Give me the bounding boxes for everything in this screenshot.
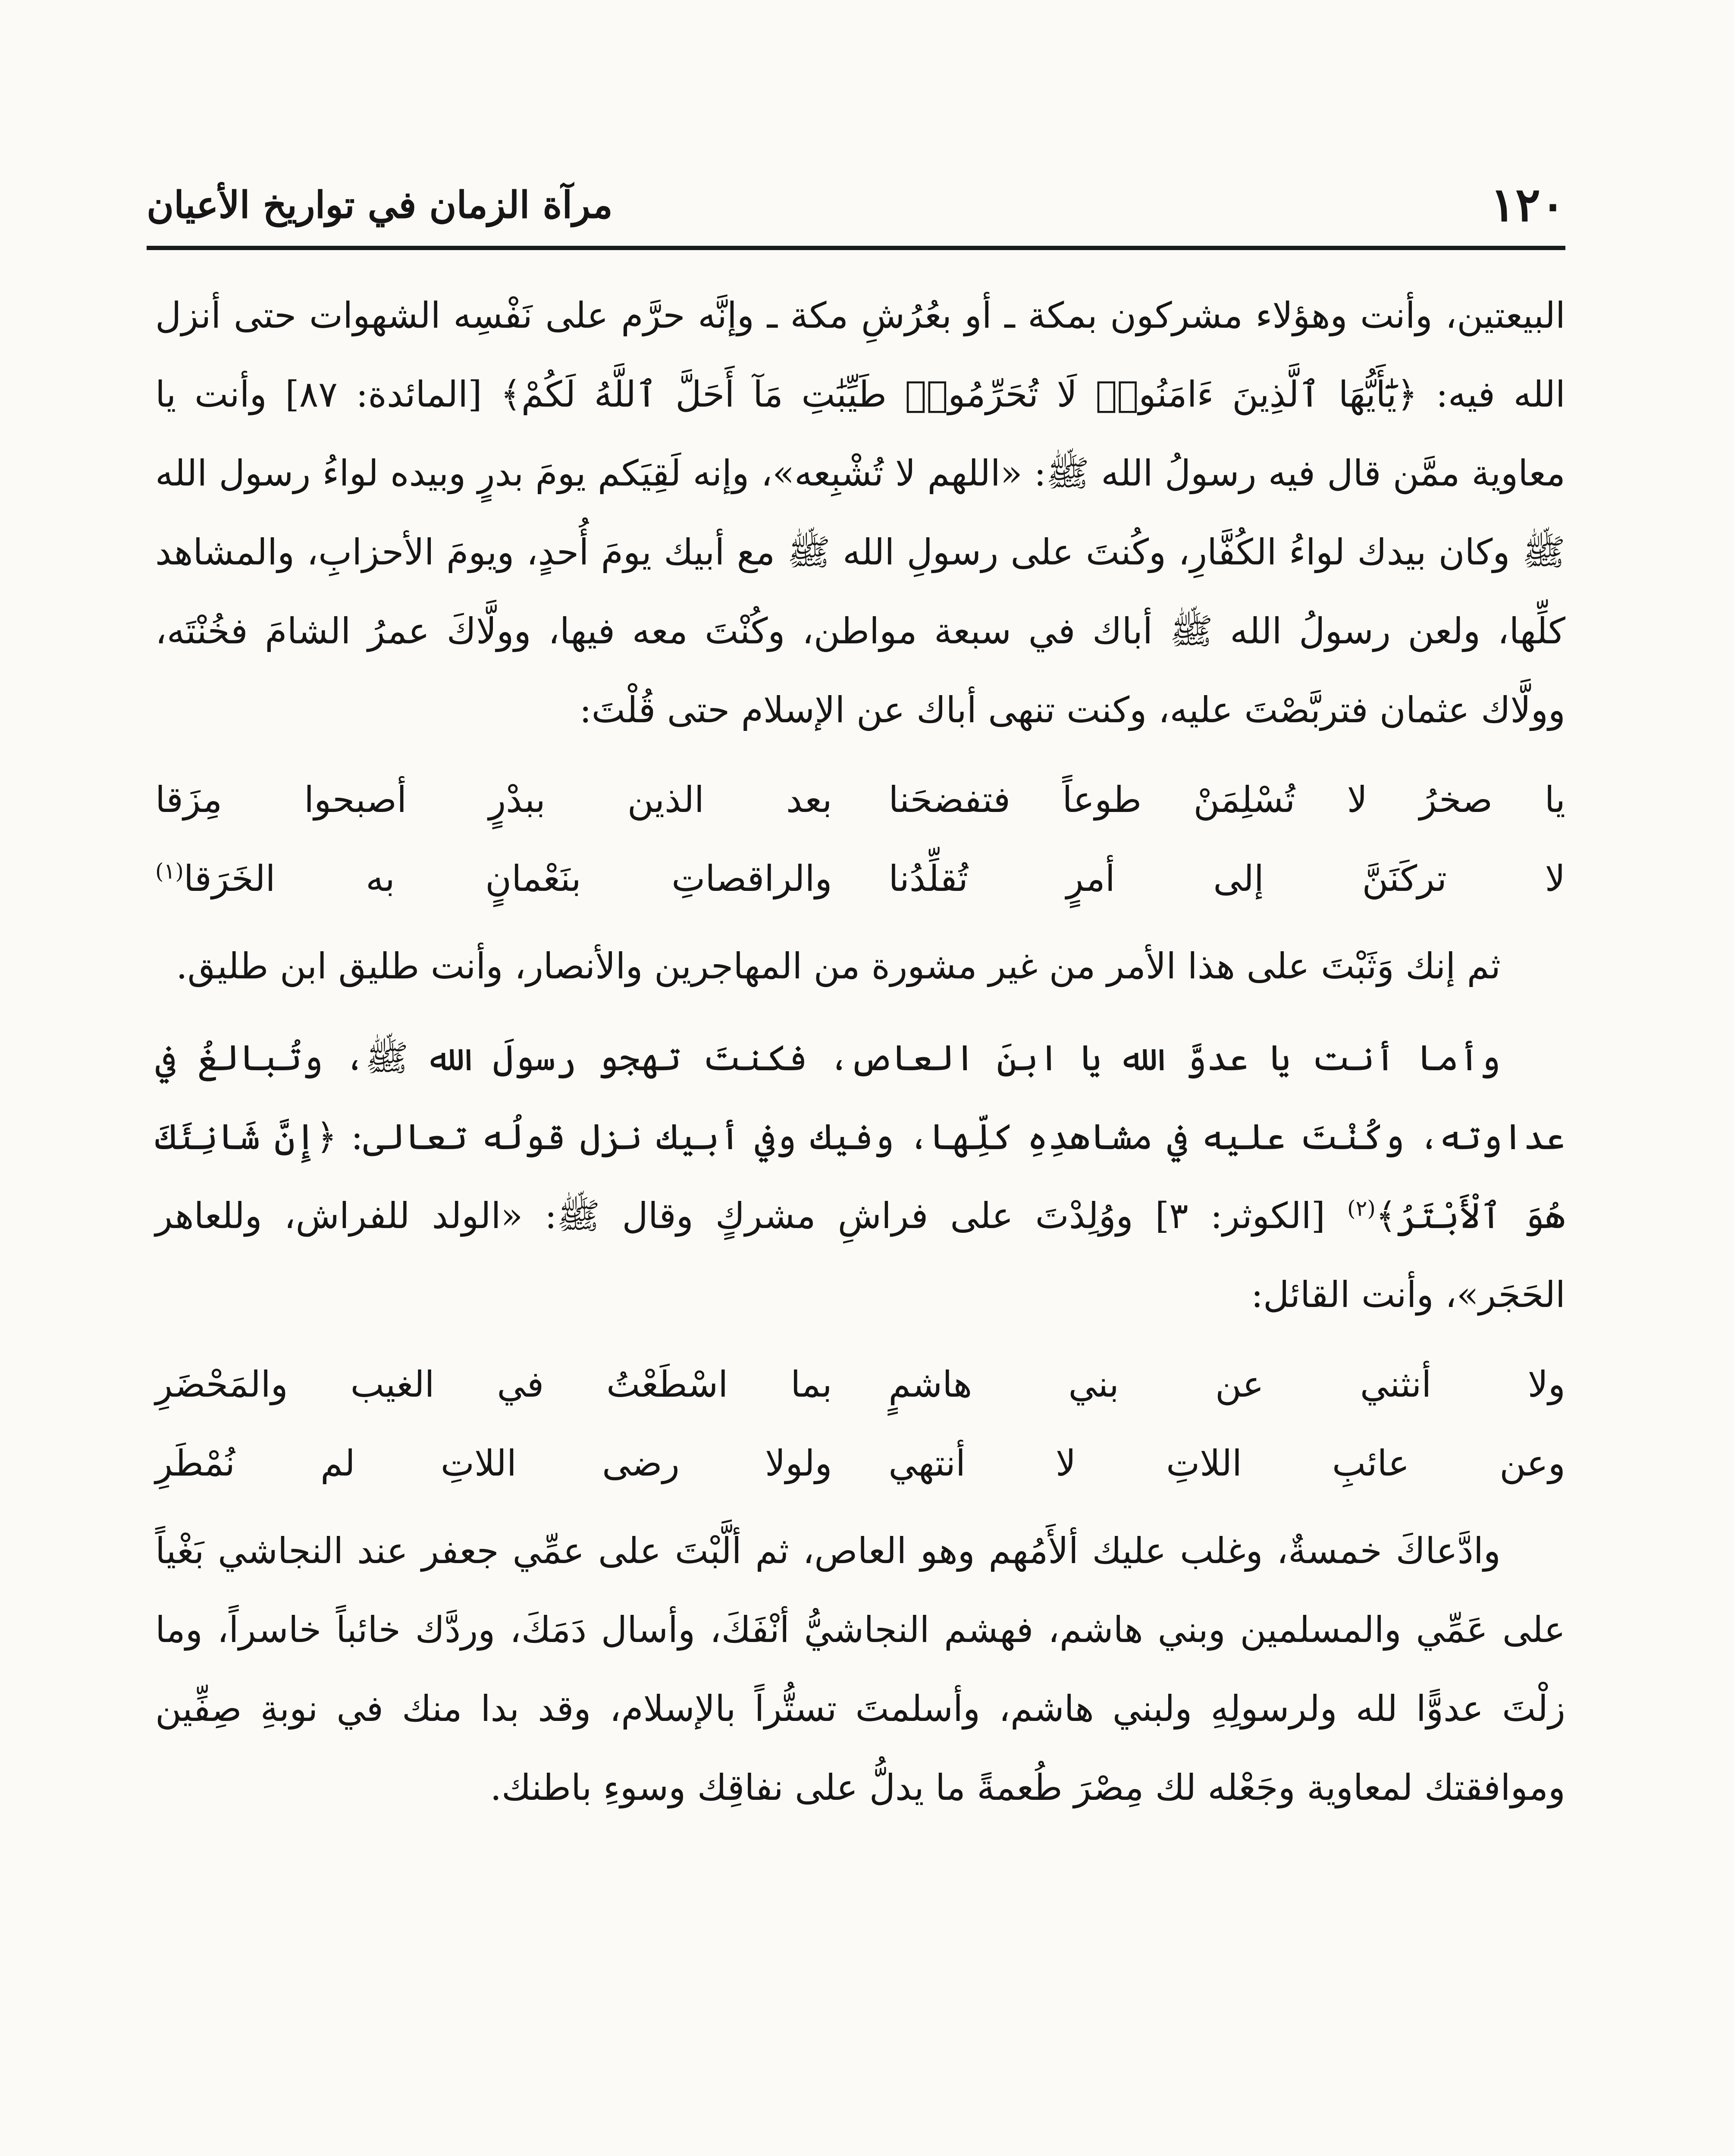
hemistich-left: ولولا رضى اللاتِ لم نُمْطَرِ [155,1442,832,1484]
hemistich-right: وعن عائبِ اللاتِ لا أنتهي [888,1442,1565,1484]
page-header [147,164,1565,250]
poem-line [155,839,1565,918]
hemistich-left [155,839,832,918]
running-title: مرآة الزمان في تواريخ الأعيان [147,183,613,227]
paragraph-muawiya: البيعتين، وأنت وهؤلاء مشركون بمكة ـ أو بعُرُشِ مكة ـ وإنَّه حرَّم على نَفْسِه الشهوات حتى أنزل الله فيه: ﴿يَٰٓأَيُّهَا ٱلَّذِينَ ءَامَنُوا۟ لَا تُحَرِّمُوا۟ طَيِّبَٰتِ مَآ أَحَلَّ ٱللَّهُ لَكُمْ﴾ [المائدة: ٨٧] وأنت يا معاوية ممَّن قال فيه رسولُ الله ﷺ: «اللهم لا تُشْبِعه»، وإنه لَقِيَكم يومَ بدرٍ وبيده لواءُ رسول الله ﷺ وكان بيدك لواءُ الكُفَّارِ، وكُنتَ على رسولِ الله ﷺ مع أبيك يومَ أُحدٍ، ويومَ الأحزابِ، والمشاهد كلِّها، ولعن رسولُ الله ﷺ أباك في سبعة مواطن، وكُنْتَ معه فيها، وولَّاكَ عمرُ الشامَ فخُنْتَه، وولَّاك عثمان فتربَّصْتَ عليه، وكنت تنهى أباك عن الإسلام حتى قُلْتَ: [155,295,1565,731]
footnote-mark: (٢) [1347,1196,1376,1221]
page-number: ١٢٠ [1490,178,1565,232]
poem-line [155,1424,1565,1503]
hemistich-left: بعد الذين ببدْرٍ أصبحوا مِزَقا [155,779,832,821]
paragraph-najashi: وادَّعاكَ خمسةٌ، وغلب عليك ألأَمُهم وهو العاص، ثم ألَّبْتَ على عمِّي جعفر عند النجاشي بَغْياً على عَمِّي والمسلمين وبني هاشم، فهشم النجاشيُّ أنْفَكَ، وأسال دَمَكَ، وردَّك خائباً خاسراً، وما زلْتَ عدوًّا لله ولرسولِهِ ولبني هاشم، وأسلمتَ تستُّراً بالإسلام، وقد بدا منك في نوبةِ صِفِّين وموافقتك لمعاوية وجَعْله لك مِصْرَ طُعمةً ما يدلُّ على نفاقِك وسوءِ باطنك. [155,1530,1565,1808]
paragraph-taliq: ثم إنك وَثَبْتَ على هذا الأمر من غير مشورة من المهاجرين والأنصار، وأنت طليق ابن طليق. [176,945,1501,987]
main-text [155,276,1565,1827]
hemistich-right: ولا أنثني عن بني هاشمٍ [888,1363,1565,1405]
poem-hashim [155,1345,1565,1503]
hemistich-left: بما اسْطَعْتُ في الغيب والمَحْضَرِ [155,1363,832,1405]
footnote-mark: (١) [155,859,184,884]
poem-sakhr [155,760,1565,918]
paragraph-ibn-al-as [155,1018,1565,1334]
hemistich-text: والراقصاتِ بنَعْمانٍ به الخَرَقا [183,858,832,899]
hemistich-right: يا صخرُ لا تُسْلِمَنْ طوعاً فتفضحَنا [888,779,1565,821]
poem-line [155,1345,1565,1424]
hemistich-right: لا تركَنَنَّ إلى أمرٍ تُقلِّدُنا [888,858,1565,899]
paragraph-text: وأما أنت يا عدوَّ الله يا ابنَ العاص، فكنتَ تهجو رسولَ الله ﷺ، وتُبالغُ في عداوته، وكُنْتَ عليه في مشاهدِهِ كلِّها، وفيك وفي أبيك نزل قولُه تعالى: ﴿إِنَّ شَانِئَكَ هُوَ ٱلْأَبْتَرُ﴾ [155,1037,1565,1237]
paragraph-text: [الكوثر: ٣] ووُلِدْتَ على فراشِ مشركٍ وقال ﷺ: «الولد للفراش، وللعاهر الحَجَر»، وأنت القائل: [155,1195,1565,1316]
poem-line [155,760,1565,839]
